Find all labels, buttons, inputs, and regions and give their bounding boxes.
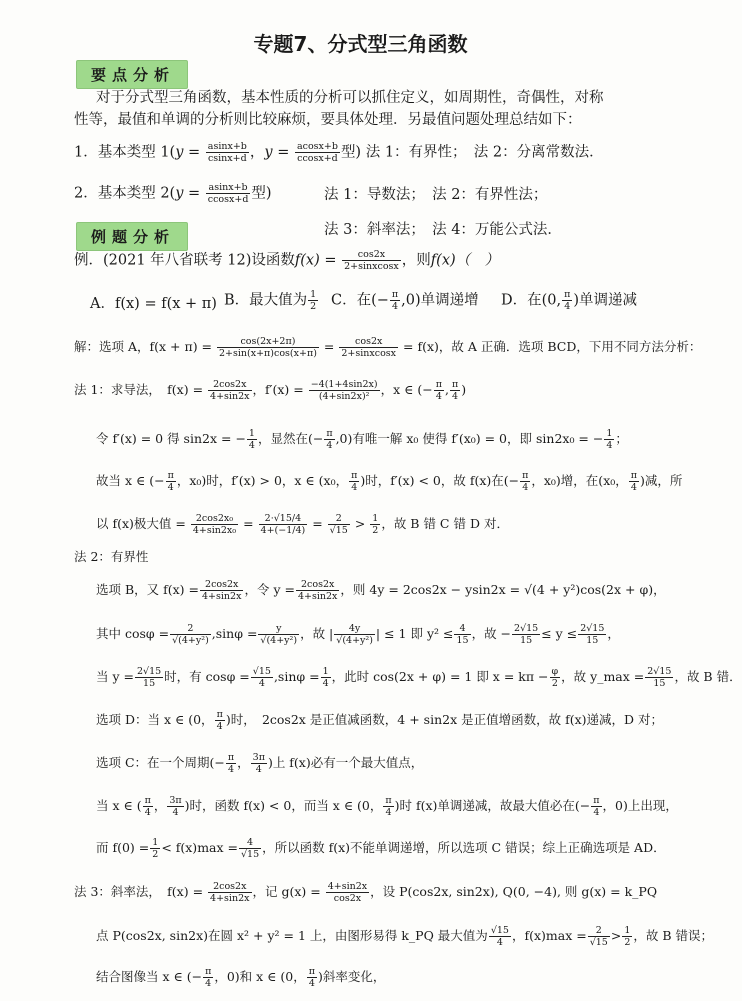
denominator: 4 (630, 482, 637, 493)
text: ，设 P(cos2x, sin2x), Q(0, −4), 则 g(x) = k_PQ (370, 884, 658, 899)
denominator: 2 (624, 937, 631, 948)
numerator: 2cos2x (200, 579, 243, 591)
text: = f(x)，故 A 正确．选项 BCD，下用不同方法分析： (403, 339, 702, 354)
numerator: 1 (310, 289, 317, 300)
text: 当 y = (96, 669, 134, 684)
numerator: π (630, 470, 637, 481)
option-b-text: B．最大值为 (224, 292, 308, 309)
denominator: 4 (606, 440, 613, 451)
text: 选项 B，又 f(x) = (96, 582, 200, 597)
numerator: 1 (372, 513, 379, 524)
denominator: 4+sin2x (297, 591, 338, 602)
text: )时，f′(x) < 0，故 f(x)在(− (360, 473, 520, 488)
text: 点 P(cos2x, sin2x)在圆 x² + y² = 1 上，由图形易得 k_PQ 最大值为 (96, 928, 488, 943)
numerator: π (351, 470, 358, 481)
fraction (328, 513, 350, 536)
denominator: 4 (172, 807, 179, 818)
fraction (434, 379, 444, 402)
numerator: π (308, 966, 315, 977)
type2-prefix: 2．基本类型 2( (74, 185, 176, 202)
stem-text: f(x)（ ） (430, 252, 500, 269)
denominator: cos2x (333, 893, 362, 904)
fraction (239, 837, 261, 860)
fraction (226, 752, 236, 775)
page-title: 专题7、分式型三角函数 (253, 32, 468, 56)
fraction (215, 709, 225, 732)
option-c (331, 289, 479, 312)
denominator: 4 (322, 678, 329, 689)
numerator: 2√15 (647, 666, 672, 677)
solution-line-1 (74, 336, 701, 359)
numerator: π (205, 966, 212, 977)
text: ，则 4y = 2cos2x − ysin2x = √(4 + y²)cos(2x + φ)， (340, 582, 666, 597)
numerator: π (216, 709, 223, 720)
numerator: 2·√15/4 (259, 513, 308, 525)
denominator: ccosx+d (297, 153, 338, 164)
text: ，故 − (471, 626, 512, 641)
numerator: π (391, 289, 399, 300)
fraction (604, 428, 614, 451)
fraction (259, 513, 308, 536)
text: ，故 y_max = (561, 669, 645, 684)
fraction (247, 428, 257, 451)
denominator: 2+sinxcosx (344, 261, 399, 272)
text: ，f(x)max = (511, 928, 587, 943)
denominator: √15 (329, 525, 348, 536)
method-1-line-4 (96, 513, 509, 536)
text: 当 x ∈ ( (96, 798, 142, 813)
type1-methods: 法 1：有界性； 法 2：分离常数法． (365, 144, 604, 161)
denominator: 4+sin2x (202, 591, 242, 602)
fraction (296, 579, 339, 602)
denominator: 4 (248, 440, 255, 451)
intro-line-1: 对于分式型三角函数，基本性质的分析可以抓住定义，如周期性，奇偶性，对称 (96, 90, 604, 106)
method-2-line-3 (96, 666, 742, 689)
type1-fraction-2 (295, 141, 340, 164)
text: 法 1：求导法， f(x) = (74, 382, 204, 397)
numerator: 2√15 (136, 666, 162, 677)
fraction (203, 966, 213, 989)
method-3-line-3 (96, 966, 385, 989)
fraction (588, 925, 610, 948)
method-1-line-2 (96, 428, 628, 451)
method-2-title: 法 2：有界性 (74, 549, 149, 564)
fraction (578, 623, 606, 646)
text: )时，函数 f(x) < 0，而当 x ∈ (0， (184, 798, 383, 813)
denominator: 15 (143, 678, 156, 689)
numerator: asinx+b (207, 141, 247, 152)
text: ，故 B 错误； (633, 928, 714, 943)
fraction (200, 579, 243, 602)
numerator: 2√15 (514, 623, 539, 634)
fraction (349, 470, 359, 493)
text: ，所以函数 f(x)不能单调递增，所以选项 C 错误；综上正确选项是 AD． (262, 840, 666, 855)
key-points-badge: 要点分析 (76, 60, 188, 89)
example-stem (74, 249, 499, 272)
fraction (339, 336, 398, 359)
option-d-fraction (562, 289, 572, 312)
text: = (312, 516, 323, 531)
option-d-text: D．在(0, (501, 292, 562, 309)
numerator: 1 (248, 428, 255, 439)
fraction (208, 881, 251, 904)
denominator: √(4+y²) (260, 635, 298, 646)
fraction (629, 470, 639, 493)
denominator: 4 (435, 391, 442, 402)
numerator: φ (551, 666, 559, 677)
text: )时 f(x)单调递减，故最大值必在(− (394, 798, 591, 813)
numerator: √15 (490, 925, 509, 936)
numerator: π (167, 470, 174, 481)
numerator: π (522, 470, 529, 481)
basic-type-1 (74, 141, 604, 164)
fraction (334, 623, 375, 646)
intro-line-2: 性等，最值和单调的分析则比较麻烦，要具体处理．另最值问题处理总结如下： (74, 112, 582, 128)
text: ，此时 cos(2x + φ) = 1 即 x = kπ − (331, 669, 549, 684)
fraction (512, 623, 540, 646)
text: ，x₀)增，在(x₀， (531, 473, 628, 488)
fraction (370, 513, 380, 536)
numerator: 2 (588, 925, 610, 937)
denominator: 2 (551, 678, 558, 689)
text: 故当 x ∈ (− (96, 473, 165, 488)
numerator: π (564, 289, 571, 300)
option-c-text: C．在(− (331, 292, 389, 309)
fraction (321, 666, 331, 689)
numerator: 1 (624, 925, 631, 936)
numerator: √15 (252, 666, 271, 677)
numerator: 1 (152, 837, 159, 848)
fraction (591, 795, 601, 818)
fraction (326, 881, 369, 904)
text: ， (237, 755, 250, 770)
numerator: 2cos2x₀ (191, 513, 238, 525)
method-1-line-3 (96, 470, 682, 493)
denominator: 4 (227, 764, 235, 775)
fraction (167, 795, 183, 818)
denominator: 2+sinxcosx (341, 348, 397, 359)
numerator: 2√15 (580, 623, 605, 634)
type1-prefix: 1．基本类型 1( (74, 144, 176, 161)
denominator: 4 (258, 678, 265, 689)
fraction (166, 470, 176, 493)
text: ，f′(x) = (252, 382, 304, 397)
text: 法 3：斜率法， f(x) = (74, 884, 204, 899)
text: > (354, 516, 366, 531)
denominator: 4 (593, 807, 600, 818)
denominator: 2 (372, 525, 379, 536)
basic-type-2 (74, 182, 272, 205)
text: ，令 y = (244, 582, 295, 597)
fraction (150, 837, 160, 860)
numerator: 2cos2x (296, 579, 339, 591)
type2-lhs: y = (175, 185, 201, 202)
denominator: 4 (385, 807, 392, 818)
option-c-text: ,0)单调递增 (401, 292, 479, 309)
denominator: 4 (452, 391, 459, 402)
fraction (258, 623, 299, 646)
numerator: cos(2x+2π) (217, 336, 319, 348)
method-2-line-4 (96, 709, 663, 732)
fraction (450, 379, 460, 402)
numerator: −4(1+4sin2x) (310, 379, 378, 390)
denominator: 4 (351, 482, 358, 493)
denominator: 15 (520, 635, 533, 646)
method-2-line-7 (96, 837, 666, 860)
fraction (383, 795, 393, 818)
type1-f1-lhs: y = (175, 144, 201, 161)
text: 结合图像当 x ∈ (− (96, 969, 203, 984)
numerator: π (385, 795, 392, 806)
stem-fraction (342, 249, 401, 272)
denominator: 4 (308, 978, 315, 989)
option-c-fraction (390, 289, 400, 312)
text: 解：选项 A，f(x + π) = (74, 339, 213, 354)
numerator: cos2x (339, 336, 398, 348)
numerator: 4+sin2x (327, 881, 368, 892)
text: )减，所 (640, 473, 683, 488)
fraction (622, 925, 632, 948)
stem-text: ，则 (401, 252, 431, 269)
method-1-line-1 (74, 379, 466, 402)
denominator: √(4+y²) (172, 635, 209, 646)
denominator: 2+sin(x+π)cos(x+π) (219, 348, 317, 359)
text: ， (153, 798, 167, 813)
fraction (309, 379, 380, 402)
text: 选项 D：当 x ∈ (0， (96, 712, 214, 727)
denominator: √15 (241, 849, 260, 860)
numerator: π (435, 379, 442, 390)
denominator: 4 (144, 807, 151, 818)
text: ) (461, 382, 467, 397)
numerator: y (258, 623, 299, 635)
text: ，显然在(− (257, 431, 324, 446)
denominator: 4 (496, 937, 503, 948)
numerator: 1 (606, 428, 613, 439)
denominator: 2 (152, 849, 159, 860)
examples-badge: 例题分析 (76, 222, 188, 251)
type2-methods-2: 法 3：斜率法； 法 4：万能公式法． (324, 222, 562, 238)
numerator: acosx+b (296, 141, 338, 152)
type2-methods-1: 法 1：导数法； 法 2：有界性法； (324, 187, 548, 203)
fraction (170, 623, 211, 646)
text: ,0)有唯一解 x₀ 使得 f′(x₀) = 0，即 sin2x₀ = − (335, 431, 604, 446)
type2-suffix: 型) (251, 185, 272, 202)
type1-f2-lhs: y = (264, 144, 290, 161)
numerator: 4 (239, 837, 261, 849)
stem-fx: f(x) = (294, 252, 337, 269)
text: ,sinφ = (273, 669, 320, 684)
fraction (135, 666, 163, 689)
denominator: 4 (167, 482, 174, 493)
numerator: π (451, 379, 459, 390)
option-d (501, 289, 637, 312)
text: ，故 B 错． (674, 669, 742, 684)
text: ， (607, 626, 620, 641)
denominator: 15 (586, 635, 599, 646)
denominator: 2 (310, 301, 317, 312)
numerator: cos2x (342, 249, 401, 261)
text: ≤ y ≤ (541, 626, 578, 641)
text: = (243, 516, 254, 531)
fraction (251, 666, 273, 689)
fraction (489, 925, 511, 948)
text: 选项 C：在一个周期(− (96, 755, 225, 770)
text: ，0)和 x ∈ (0， (214, 969, 306, 984)
method-3-line-2 (96, 925, 713, 948)
text: ，故 B 错 C 错 D 对． (381, 516, 509, 531)
text: )上 f(x)必有一个最大值点， (267, 755, 424, 770)
denominator: 4 (392, 301, 399, 312)
numerator: 2cos2x (208, 881, 251, 893)
denominator: √(4+y²) (336, 635, 373, 646)
denominator: √15 (589, 937, 608, 948)
text: < f(x)max = (161, 840, 238, 855)
text: ，0)上出现， (602, 798, 678, 813)
option-b (224, 289, 319, 312)
method-2-line-2 (96, 623, 620, 646)
numerator: π (593, 795, 600, 806)
denominator: csinx+d (207, 153, 247, 164)
fraction (251, 752, 267, 775)
denominator: 4+sin2x (210, 893, 250, 904)
type1-fraction-1 (206, 141, 249, 164)
denominator: 4 (564, 301, 571, 312)
numerator: 2 (328, 513, 350, 525)
text: ,sinφ = (211, 626, 258, 641)
option-a: A．f(x) = f(x + π) (90, 296, 217, 312)
text: 其中 cosφ = (96, 626, 170, 641)
numerator: 2 (170, 623, 211, 635)
method-2-line-1 (96, 579, 666, 602)
denominator: 4 (522, 482, 529, 493)
text: = (323, 339, 335, 354)
numerator: 4y (334, 623, 375, 635)
fraction (307, 966, 317, 989)
comma: ， (249, 144, 265, 161)
text: > (610, 928, 622, 943)
text: )斜率变化， (317, 969, 386, 984)
type2-fraction (206, 182, 251, 205)
text: ，x₀)时，f′(x) > 0，x ∈ (x₀， (176, 473, 349, 488)
fraction (324, 428, 334, 451)
denominator: 4 (255, 764, 262, 775)
method-2-line-5 (96, 752, 423, 775)
denominator: 4+(−1/4) (260, 525, 306, 536)
fraction (217, 336, 319, 359)
text: ； (615, 431, 628, 446)
fraction (550, 666, 561, 689)
denominator: 4 (326, 440, 333, 451)
fraction (520, 470, 530, 493)
option-b-fraction (308, 289, 318, 312)
numerator: π (227, 752, 235, 763)
denominator: 4 (205, 978, 212, 989)
numerator: π (144, 795, 151, 806)
text: 时，有 cosφ = (164, 669, 250, 684)
fraction (191, 513, 238, 536)
text: 令 f′(x) = 0 得 sin2x = − (96, 431, 246, 446)
fraction (454, 623, 470, 646)
denominator: 4+sin2x (210, 391, 250, 402)
fraction (208, 379, 251, 402)
denominator: (4+sin2x)² (318, 391, 370, 402)
numerator: 3π (252, 752, 265, 763)
method-3-line-1 (74, 881, 657, 904)
fraction (143, 795, 153, 818)
fraction (645, 666, 673, 689)
denominator: 4+sin2x₀ (192, 525, 237, 536)
text: , (444, 382, 449, 397)
text: ，x ∈ (− (380, 382, 433, 397)
denominator: ccosx+d (207, 194, 249, 205)
numerator: 4 (454, 623, 470, 635)
text: ，记 g(x) = (252, 884, 321, 899)
numerator: 2cos2x (208, 379, 251, 391)
numerator: asinx+b (206, 182, 251, 194)
text: )时， 2cos2x 是正值减函数，4 + sin2x 是正值增函数，故 f(x)递减，D 对； (225, 712, 664, 727)
text: | ≤ 1 即 y² ≤ (375, 626, 454, 641)
text: 以 f(x)极大值 = (96, 516, 186, 531)
stem-text: 例．(2021 年八省联考 12)设函数 (74, 252, 295, 269)
denominator: 15 (653, 678, 666, 689)
text: ，故 | (300, 626, 334, 641)
numerator: 3π (169, 795, 182, 806)
text: 而 f(0) = (96, 840, 150, 855)
method-2-line-6 (96, 795, 678, 818)
numerator: π (326, 428, 333, 439)
denominator: 15 (456, 635, 469, 646)
denominator: 4 (216, 721, 223, 732)
type1-suffix: 型) (340, 144, 362, 161)
option-d-text: )单调递减 (573, 292, 638, 309)
numerator: 1 (322, 666, 329, 677)
